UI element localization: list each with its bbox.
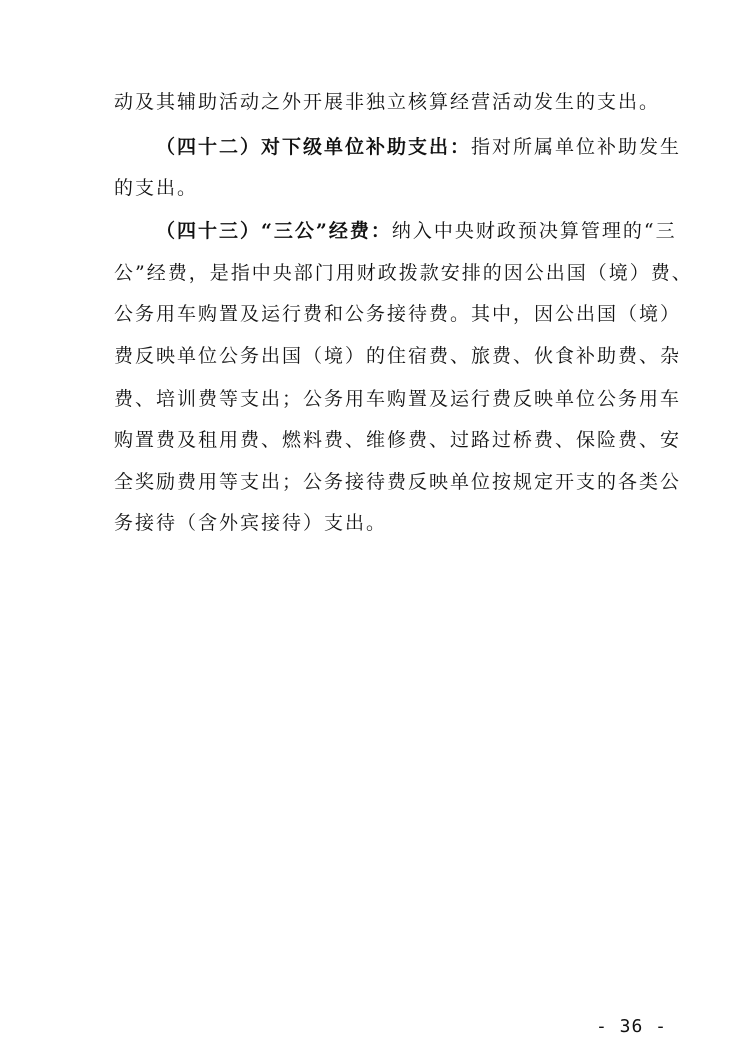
section-42-line-2: 的支出。 — [114, 177, 199, 199]
section-43-line-3: 公务用车购置及运行费和公务接待费。其中，因公出国（境） — [114, 303, 682, 325]
section-42-first-line — [156, 135, 682, 159]
continued-paragraph-line: 动及其辅助活动之外开展非独立核算经营活动发生的支出。 — [114, 91, 661, 113]
section-42-heading: （四十二）对下级单位补助支出： — [156, 136, 472, 158]
page-number: - 36 - — [596, 1016, 668, 1037]
section-43-line-6: 购置费及租用费、燃料费、维修费、过路过桥费、保险费、安 — [114, 429, 682, 451]
section-43-line-4: 费反映单位公务出国（境）的住宿费、旅费、伙食补助费、杂 — [114, 345, 682, 367]
section-43-first-line — [156, 219, 677, 243]
section-43-line-2: 公”经费，是指中央部门用财政拨款安排的因公出国（境）费、 — [114, 262, 693, 284]
section-43-line-5: 费、培训费等支出；公务用车购置及运行费反映单位公务用车 — [114, 388, 682, 410]
section-43-text: 纳入中央财政预决算管理的“三 — [391, 220, 677, 242]
section-43-heading: （四十三）“三公”经费： — [156, 220, 392, 242]
section-43-line-8: 务接待（含外宾接待）支出。 — [114, 512, 388, 534]
section-43-line-7: 全奖励费用等支出；公务接待费反映单位按规定开支的各类公 — [114, 471, 682, 493]
section-42-text: 指对所属单位补助发生 — [471, 136, 682, 158]
